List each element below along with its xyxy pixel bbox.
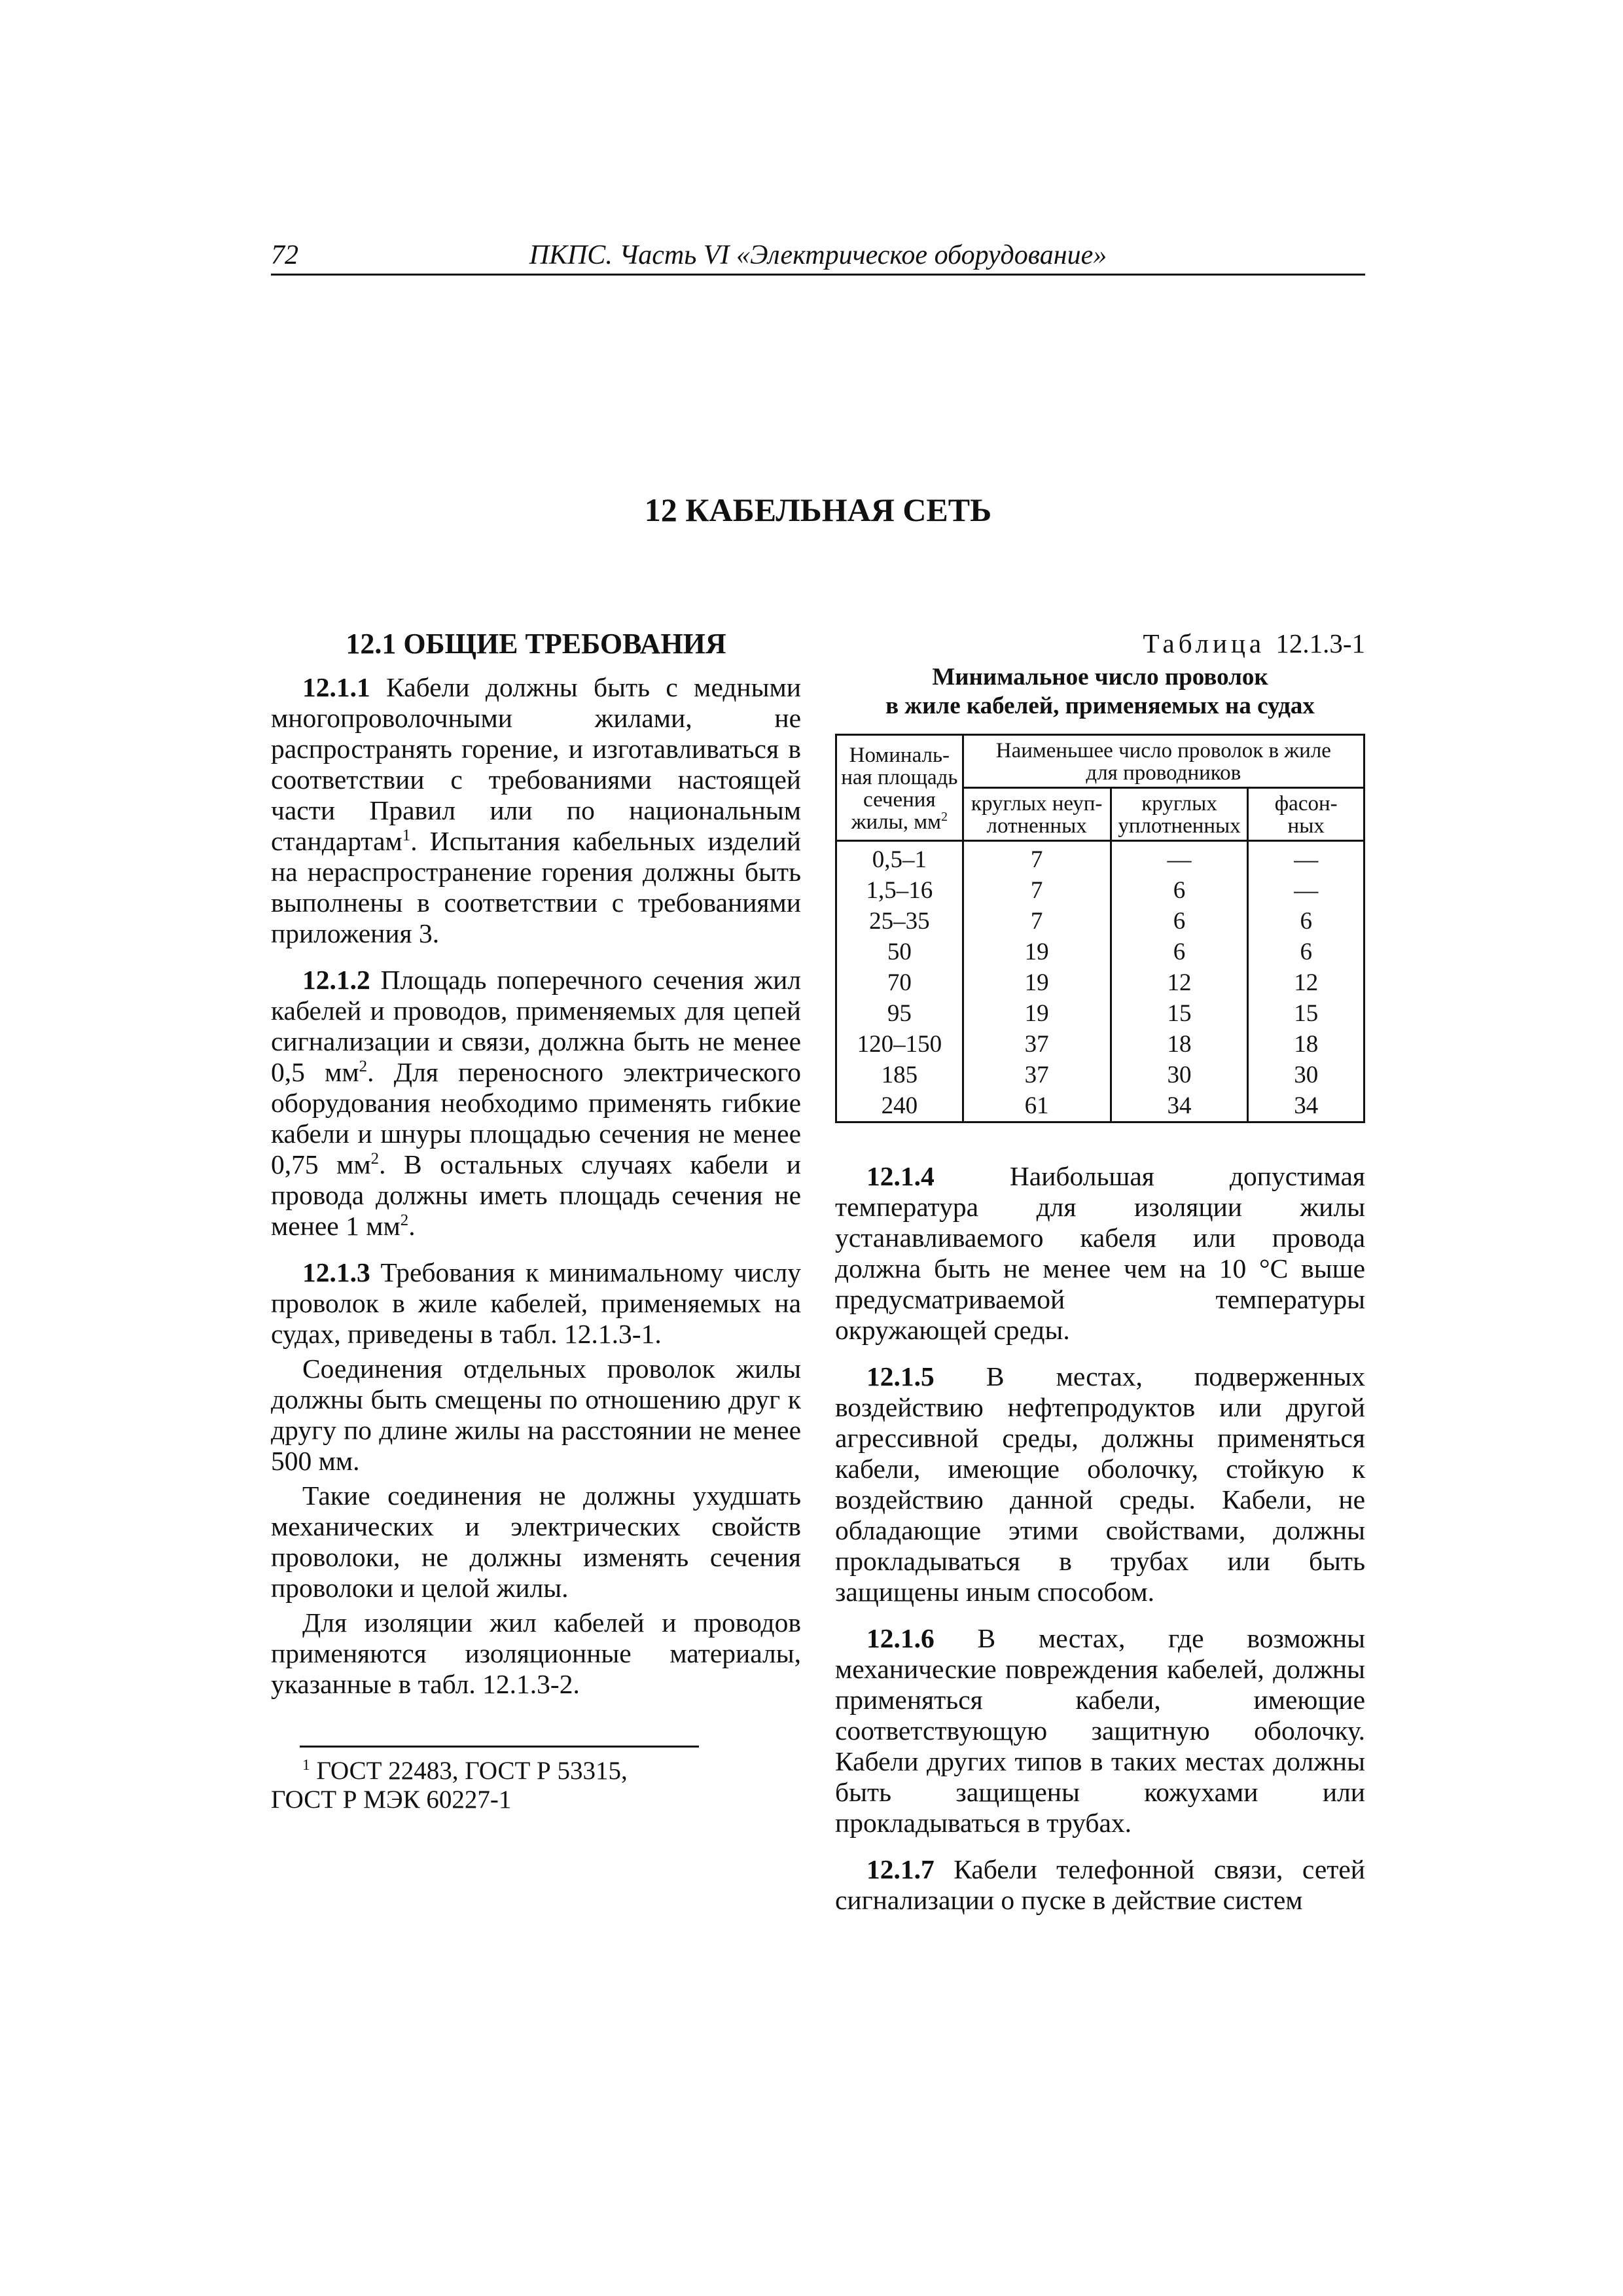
table-cell: — (1111, 841, 1248, 876)
table-row (836, 906, 1364, 937)
section-title: 12.1 ОБЩИЕ ТРЕБОВАНИЯ (346, 628, 726, 660)
table-cell: 6 (1248, 906, 1364, 937)
table-cell: 7 (963, 906, 1111, 937)
table-row (836, 1090, 1364, 1122)
clause-number: 12.1.4 (866, 1161, 935, 1191)
table-cell: 37 (963, 1060, 1111, 1090)
table-cell: — (1248, 875, 1364, 906)
running-header (271, 236, 1365, 276)
table-cell: 0,5–1 (836, 841, 963, 876)
table-cell: 185 (836, 1060, 963, 1090)
table-cell: 12 (1111, 967, 1248, 998)
table-cell: 61 (963, 1090, 1111, 1122)
table-cell: 6 (1248, 937, 1364, 967)
paragraph-wire-joints: Соединения отдельных проволок жилы должны быть смещены по отношению друг к другу по длине жилы на расстоянии не менее 500 мм. (271, 1354, 801, 1476)
footnote-divider (300, 1746, 699, 1748)
paragraph-12-1-7: 12.1.7 Кабели телефонной связи, сетей сигнализации о пуске в действие систем (835, 1854, 1365, 1915)
table-row (836, 1029, 1364, 1060)
table-cell: 15 (1111, 998, 1248, 1029)
table-cell: 70 (836, 967, 963, 998)
clause-number: 12.1.2 (302, 965, 370, 995)
table-row (836, 998, 1364, 1029)
table-cell: 12 (1248, 967, 1364, 998)
paragraph-12-1-6: 12.1.6 В местах, где возможны механические повреждения кабелей, должны применяться кабели, имеющие соответствующую защитную оболочку. Кабели других типов в таких местах должны быть защищены кожухами или прокладываться в трубах. (835, 1623, 1365, 1838)
table-cell: 7 (963, 841, 1111, 876)
table-body (836, 841, 1364, 1122)
paragraph-12-1-4: 12.1.4 Наибольшая допустимая температура для изоляции жилы устанавливаемого кабеля или провода должна быть не менее чем на 10 °C выше предусматриваемой температуры окружающей среды. (835, 1161, 1365, 1345)
clause-number: 12.1.5 (866, 1361, 935, 1391)
wire-count-table (835, 734, 1365, 1123)
paragraph-joint-properties: Такие соединения не должны ухудшать механических и электрических свойств проволоки, не должны изменять сечения проволоки и целой жилы. (271, 1480, 801, 1603)
footnote-ref: 1 (402, 827, 411, 845)
paragraph-12-1-5: 12.1.5 В местах, подверженных воздействию нефтепродуктов или другой агрессивной среды, должны применяться кабели, имеющие оболочку, стойкую к воздействию данной среды. Кабели, не обладающие этими свойствами, должны прокладываться в трубах или быть защищены иным способом. (835, 1361, 1365, 1607)
table-row (836, 875, 1364, 906)
table-cell: 34 (1248, 1090, 1364, 1122)
table-cell: 18 (1248, 1029, 1364, 1060)
table-cell: 50 (836, 937, 963, 967)
table-caption: Минимальное число проволок в жиле кабелей, применяемых на судах (885, 664, 1315, 719)
chapter-title: 12 КАБЕЛЬНАЯ СЕТЬ (644, 492, 992, 528)
table-cell: 34 (1111, 1090, 1248, 1122)
clause-number: 12.1.6 (866, 1623, 935, 1653)
clause-number: 12.1.1 (302, 672, 370, 702)
header-shaped: фасон- ных (1248, 788, 1364, 841)
table-cell: 6 (1111, 906, 1248, 937)
paragraph-12-1-3: 12.1.3 Требования к минимальному числу проволок в жиле кабелей, применяемых на судах, приведены в табл. 12.1.3-1. (271, 1257, 801, 1349)
table-cell: 19 (963, 937, 1111, 967)
table-cell: 6 (1111, 937, 1248, 967)
table-cell: 18 (1111, 1029, 1248, 1060)
table-cell: 30 (1248, 1060, 1364, 1090)
table-row (836, 937, 1364, 967)
table-row (836, 1060, 1364, 1090)
table-row (836, 967, 1364, 998)
table-cell: 15 (1248, 998, 1364, 1029)
table-cell: 19 (963, 967, 1111, 998)
table-cell: 7 (963, 875, 1111, 906)
clause-number: 12.1.7 (866, 1854, 935, 1884)
table-cell: 37 (963, 1029, 1111, 1060)
header-cross-section: Номиналь- ная площадь сечения жилы, $мм^2$ (836, 735, 963, 841)
table-cell: 120–150 (836, 1029, 963, 1060)
paragraph-insulation: Для изоляции жил кабелей и проводов применяются изоляционные материалы, указанные в табл. 12.1.3-2. (271, 1607, 801, 1699)
footnote: $^1$ ГОСТ 22483, ГОСТ Р 53315, ГОСТ Р МЭК 60227-1 (271, 1757, 628, 1814)
page-number: 72 (271, 240, 298, 270)
header-round-compacted: круглых уплотненных (1111, 788, 1248, 841)
paragraph-12-1-2: 12.1.2 Площадь поперечного сечения жил кабелей и проводов, применяемых для цепей сигнализации и связи, должна быть не менее 0,5 $мм^2$. Для переносного электрического оборудования необходимо применять гибкие кабели и шнуры площадью сечения не менее 0,75 $мм^2$. В остальных случаях кабели и провода должны иметь площадь сечения не менее 1 $мм^2$. (271, 965, 801, 1241)
table-row (836, 841, 1364, 876)
table-cell: 1,5–16 (836, 875, 963, 906)
table-cell: 95 (836, 998, 963, 1029)
running-title: ПКПС. Часть VI «Электрическое оборудование» (529, 240, 1107, 270)
clause-number: 12.1.3 (302, 1257, 370, 1287)
table-label: Таблица 12.1.3-1 (1143, 628, 1365, 658)
table-cell: 240 (836, 1090, 963, 1122)
table-cell: 6 (1111, 875, 1248, 906)
table-cell: 30 (1111, 1060, 1248, 1090)
left-column (271, 628, 801, 1814)
table-cell: — (1248, 841, 1364, 876)
right-column (835, 628, 1365, 1916)
table-cell: 19 (963, 998, 1111, 1029)
table-cell: 25–35 (836, 906, 963, 937)
paragraph-12-1-1: 12.1.1 Кабели должны быть с медными многопроволочными жилами, не распространять горение, и изготавливаться в соответствии с требованиями настоящей части Правил или по национальным стандартам$^1$. Испытания кабельных изделий на нераспространение горения должны быть выполнены в соответствии с требованиями приложения 3. (271, 672, 801, 948)
header-round-noncompacted: круглых неуп- лотненных (963, 788, 1111, 841)
header-min-wires-group: Наименьшее число проволок в жиле для проводников (963, 735, 1364, 788)
